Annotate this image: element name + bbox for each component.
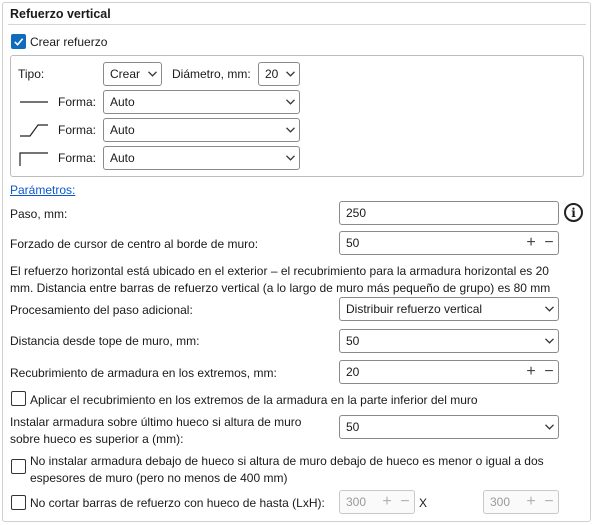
info-icon[interactable]: i	[564, 203, 583, 222]
title-divider	[8, 24, 586, 25]
tipo-dropdown[interactable]	[103, 62, 162, 86]
minus-icon[interactable]: −	[544, 234, 554, 251]
forma-dropdown-2[interactable]	[103, 118, 300, 142]
procesamiento-label: Procesamiento del paso adicional:	[10, 303, 193, 317]
distancia-value: 50	[346, 334, 360, 348]
forma-dropdown-3[interactable]	[103, 146, 300, 170]
forma-label-2: Forma:	[58, 123, 97, 137]
plus-icon[interactable]: +	[382, 493, 392, 510]
forma-value-2: Auto	[110, 123, 135, 137]
aplicar-checkbox[interactable]	[11, 391, 26, 406]
minus-icon[interactable]: −	[544, 363, 554, 380]
aplicar-label: Aplicar el recubrimiento en los extremos de la armadura en la parte inferior del muro	[30, 393, 478, 407]
hooked-bar-icon	[19, 151, 49, 167]
chevron-down-icon	[281, 127, 299, 133]
instalar-label-line-2: sobre hueco es superior a (mm):	[10, 432, 184, 446]
chevron-down-icon	[540, 338, 558, 344]
opening-height-value: 300	[490, 495, 511, 509]
instalar-label-line-1: Instalar armadura sobre último hueco si altura de muro	[10, 415, 302, 429]
plus-icon[interactable]: +	[526, 363, 536, 380]
instalar-dropdown[interactable]	[339, 415, 559, 439]
create-reinforcement-checkbox[interactable]	[11, 34, 26, 49]
straight-bar-icon	[19, 95, 49, 109]
forzado-value: 50	[346, 236, 360, 250]
no-cortar-label: No cortar barras de refuerzo con hueco de hasta (LxH):	[30, 496, 325, 510]
forma-dropdown-1[interactable]	[103, 90, 300, 114]
minus-icon[interactable]: −	[400, 493, 410, 510]
chevron-down-icon	[281, 99, 299, 105]
create-reinforcement-label: Crear refuerzo	[30, 35, 108, 49]
info-text-line-2: mm. Distancia entre barras de refuerzo vertical (a lo largo de muro más pequeño de grupo) es 80 mm	[10, 281, 551, 295]
diametro-label: Diámetro, mm:	[172, 67, 251, 81]
chevron-down-icon	[143, 71, 161, 77]
chevron-down-icon	[281, 155, 299, 161]
paso-label: Paso, mm:	[10, 207, 68, 221]
opening-height-stepper[interactable]	[483, 490, 559, 514]
no-instalar-label-line-1: No instalar armadura debajo de hueco si altura de muro debajo de hueco es menor o igual a dos	[30, 454, 544, 468]
cranked-bar-icon	[19, 122, 49, 138]
forma-value-3: Auto	[110, 151, 135, 165]
dimension-separator: X	[419, 496, 428, 510]
plus-icon[interactable]: +	[526, 493, 536, 510]
recubrimiento-label: Recubrimiento de armadura en los extremos, mm:	[10, 366, 277, 380]
tipo-label: Tipo:	[18, 67, 45, 81]
no-cortar-checkbox[interactable]	[11, 495, 26, 510]
minus-icon[interactable]: −	[544, 493, 554, 510]
forzado-stepper[interactable]	[339, 231, 559, 255]
recubrimiento-stepper[interactable]	[339, 360, 559, 384]
chevron-down-icon	[540, 306, 558, 312]
forma-label-1: Forma:	[58, 95, 97, 109]
no-instalar-label-line-2: espesores de muro (pero no menos de 400 mm)	[30, 471, 288, 485]
opening-length-stepper[interactable]	[339, 490, 415, 514]
paso-value: 250	[346, 206, 367, 220]
diametro-value: 20	[265, 67, 279, 81]
recubrimiento-value: 20	[346, 365, 360, 379]
distancia-dropdown[interactable]	[339, 329, 559, 353]
chevron-down-icon	[540, 424, 558, 430]
procesamiento-dropdown[interactable]	[339, 297, 559, 321]
info-text-line-1: El refuerzo horizontal está ubicado en el exterior – el recubrimiento para la armadura horizontal es 20	[10, 264, 549, 278]
checkmark-icon	[13, 36, 24, 47]
procesamiento-value: Distribuir refuerzo vertical	[346, 302, 483, 316]
parameters-link[interactable]: Parámetros:	[10, 183, 76, 197]
plus-icon[interactable]: +	[526, 234, 536, 251]
no-instalar-checkbox[interactable]	[11, 459, 26, 474]
diametro-dropdown[interactable]	[258, 62, 300, 86]
forzado-label: Forzado de cursor de centro al borde de muro:	[10, 237, 259, 251]
panel-title: Refuerzo vertical	[10, 7, 111, 21]
instalar-value: 50	[346, 420, 360, 434]
paso-input[interactable]	[339, 201, 559, 225]
tipo-value: Crear	[110, 67, 141, 81]
chevron-down-icon	[281, 71, 299, 77]
distancia-label: Distancia desde tope de muro, mm:	[10, 334, 200, 348]
opening-length-value: 300	[346, 495, 367, 509]
forma-label-3: Forma:	[58, 151, 97, 165]
forma-value-1: Auto	[110, 95, 135, 109]
